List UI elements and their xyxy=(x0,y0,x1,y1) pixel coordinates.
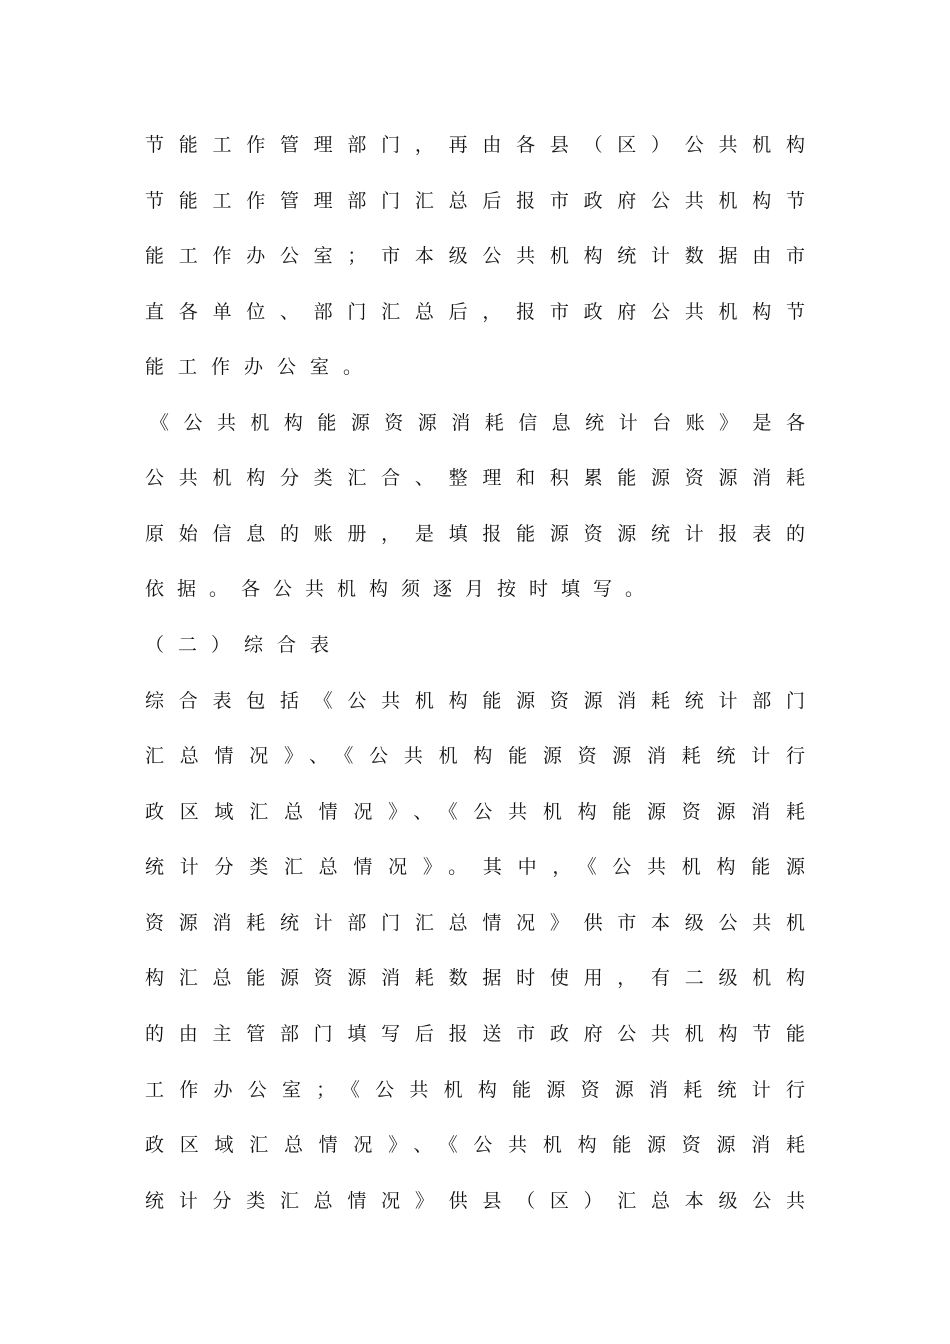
text-line-20: 统计分类汇总情况》供县（区）汇总本级公共 xyxy=(145,1190,807,1212)
text-line-9: 依据。各公共机构须逐月按时填写。 xyxy=(145,578,658,600)
text-line-17: 的由主管部门填写后报送市政府公共机构节能 xyxy=(145,1023,807,1045)
text-line-1: 节能工作管理部门，再由各县（区）公共机构 xyxy=(145,134,807,156)
text-line-13: 政区域汇总情况》、《公共机构能源资源消耗 xyxy=(145,801,807,823)
section-heading: （二）综合表 xyxy=(145,634,344,656)
text-line-3: 能工作办公室；市本级公共机构统计数据由市 xyxy=(145,245,807,267)
text-line-5: 能工作办公室。 xyxy=(145,356,377,378)
text-line-8: 原始信息的账册，是填报能源资源统计报表的 xyxy=(145,523,807,545)
text-line-19: 政区域汇总情况》、《公共机构能源资源消耗 xyxy=(145,1134,807,1156)
text-line-2: 节能工作管理部门汇总后报市政府公共机构节 xyxy=(145,190,807,212)
text-line-6: 《公共机构能源资源消耗信息统计台账》是各 xyxy=(150,412,807,434)
text-line-4: 直各单位、部门汇总后，报市政府公共机构节 xyxy=(145,301,807,323)
text-line-18: 工作办公室；《公共机构能源资源消耗统计行 xyxy=(145,1079,807,1101)
text-line-16: 构汇总能源资源消耗数据时使用，有二级机构 xyxy=(145,967,807,989)
text-line-7: 公共机构分类汇合、整理和积累能源资源消耗 xyxy=(145,467,807,489)
text-line-12: 汇总情况》、《公共机构能源资源消耗统计行 xyxy=(145,745,807,767)
text-line-14: 统计分类汇总情况》。其中，《公共机构能源 xyxy=(145,856,807,878)
text-line-15: 资源消耗统计部门汇总情况》供市本级公共机 xyxy=(145,912,807,934)
text-line-11: 综合表包括《公共机构能源资源消耗统计部门 xyxy=(145,690,807,712)
